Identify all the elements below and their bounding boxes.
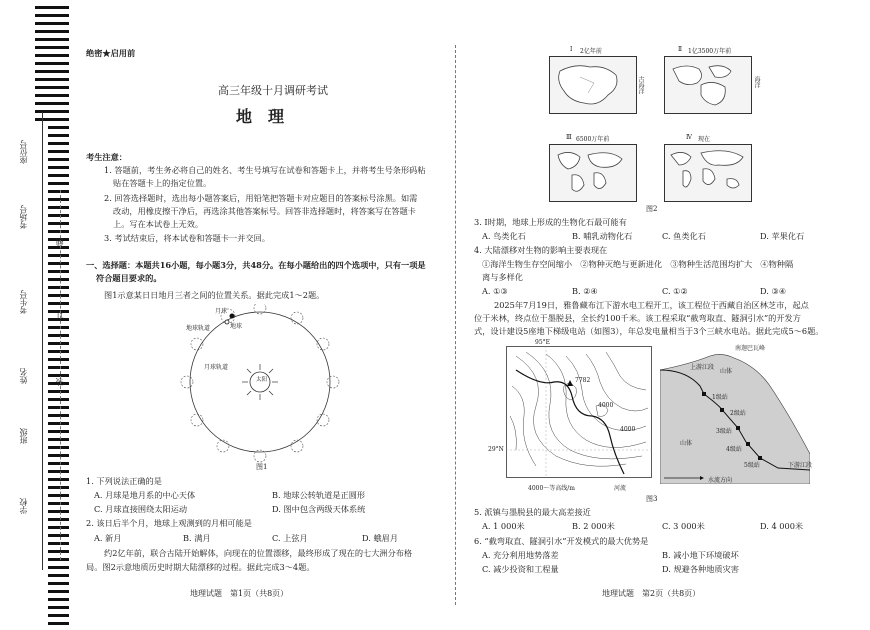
- strip-bar: [48, 350, 69, 353]
- strip-bar: [48, 158, 69, 161]
- strip-bar: [48, 134, 69, 137]
- strip-bar: [48, 230, 69, 233]
- strip-bar: [48, 486, 69, 489]
- passage2-line: 局。图2示意地质历史时期大陆漂移的过程。据此完成3～4题。: [86, 562, 315, 572]
- q4-option-c: C. ①②: [662, 286, 688, 296]
- q2-option-c: C. 上弦月: [272, 533, 308, 543]
- earth-orbit-label: 地球轨道: [186, 325, 211, 332]
- q4-option-d: D. ③④: [760, 286, 787, 296]
- notice-line: 贴在答题卡上的指定位置。: [113, 178, 212, 188]
- map-period-4: [664, 144, 752, 202]
- map-roman-3: Ⅲ: [566, 134, 572, 141]
- notice-line: 1. 答题前，考生务必将自己的姓名、考生号填写在试卷和答题卡上，并将考生号条形码粘: [104, 165, 426, 175]
- strip-bar: [35, 70, 69, 73]
- strip-rule: [42, 112, 43, 570]
- q3-option-b: B. 哺乳动物化石: [572, 231, 633, 241]
- strip-bar: [48, 150, 69, 153]
- strip-bar: [48, 446, 69, 449]
- strip-bar: [48, 126, 69, 129]
- exam-room-label: 考场号: [19, 205, 28, 229]
- q4-option-a: A. ①③: [482, 286, 508, 296]
- strip-bar: [48, 462, 69, 465]
- strip-bar: [35, 110, 69, 113]
- subject-title: 地理: [236, 107, 301, 126]
- strip-bar: [48, 206, 69, 209]
- q1-option-b: B. 地球公转轨道是正圆形: [272, 490, 366, 500]
- q6-option-d: D. 规避各种地质灾害: [662, 564, 739, 574]
- legend-river: 河流: [614, 485, 627, 492]
- strip-bar: [48, 406, 69, 409]
- strip-bar: [35, 118, 69, 121]
- strip-bar: [48, 542, 69, 545]
- q2-option-a: A. 新月: [94, 533, 122, 543]
- strip-bar: [48, 590, 69, 593]
- moon-marker: [230, 314, 235, 319]
- section-heading: 一、选择题：本题共16小题，每小题3分，共48分。在每小题给出的四个选项中，只有一项是: [86, 260, 426, 270]
- strip-bar: [48, 510, 69, 513]
- strip-bar: [48, 390, 69, 393]
- sun-label: 太阳: [256, 377, 268, 383]
- strip-bar: [48, 502, 69, 505]
- station-label: 5级站: [744, 462, 760, 469]
- seat-number-label: 座位号: [19, 140, 28, 164]
- strip-bar: [35, 14, 69, 17]
- moon-label: 月球: [215, 308, 228, 315]
- figure1-intro: 图1示意某日日地月三者之间的位置关系。据此完成1～2题。: [104, 290, 325, 300]
- q3-option-a: A. 鸟类化石: [482, 231, 526, 241]
- column-divider: [455, 45, 456, 605]
- q3-option-c: C. 鱼类化石: [662, 231, 706, 241]
- figure2-caption: 图2: [646, 205, 658, 213]
- strip-bar: [35, 6, 69, 9]
- school-label: 学校: [19, 498, 28, 514]
- q1-stem: 1. 下列说法正确的是: [86, 476, 162, 486]
- q2-stem: 2. 该日后半个月，地球上观测到的月相可能是: [86, 518, 252, 528]
- strip-bar: [48, 494, 69, 497]
- notice-line: 3. 考试结束后，将本试卷和答题卡一并交回。: [104, 233, 270, 243]
- strip-bar: [48, 270, 69, 273]
- strip-bar: [35, 62, 69, 65]
- passage3-line: 式，设计建设5座地下梯级电站（如图3），年总发电量相当于3个三峡水电站。据此完成5～6题。: [474, 326, 824, 336]
- q4-items-cont: 离与多样化: [482, 272, 523, 282]
- strip-bar: [48, 606, 69, 609]
- mountain-label: 山体: [680, 440, 693, 447]
- strip-bar: [48, 214, 69, 217]
- map-period-3: [549, 144, 637, 202]
- strip-bar: [48, 422, 69, 425]
- latitude-label: 29°N: [488, 446, 504, 453]
- notice-heading: 考生注意：: [86, 152, 127, 162]
- strip-bar: [48, 278, 69, 281]
- mark-bind: 订: [55, 312, 64, 320]
- strip-bar: [35, 30, 69, 33]
- strip-bar: [48, 566, 69, 569]
- q4-option-b: B. ②④: [572, 286, 598, 296]
- notice-line: 2. 回答选择题时，选出每小题答案后，用铅笔把答题卡对应题目的答案标号涂黑。如需: [104, 193, 418, 203]
- strip-bar: [48, 478, 69, 481]
- page-footer-left: 地理试题 第1页（共8页）: [190, 589, 289, 598]
- q1-option-c: C. 月球直接围绕太阳运动: [94, 504, 188, 514]
- strip-bar: [48, 326, 69, 329]
- name-label: 姓名: [19, 368, 28, 384]
- strip-bar: [48, 342, 69, 345]
- strip-bar: [48, 166, 69, 169]
- q2-option-d: D. 蛾眉月: [362, 533, 399, 543]
- strip-bar: [48, 558, 69, 561]
- strip-bar: [48, 246, 69, 249]
- mark-install: 装: [55, 378, 64, 386]
- map-period-2: [664, 56, 752, 114]
- q5-option-a: A. 1 000米: [482, 521, 525, 531]
- passage3-line: 位于米林，终点位于墨脱县，全长约100千米。该工程采取“截弯取直、隧洞引水”的开发方: [474, 313, 801, 323]
- strip-bar: [48, 142, 69, 145]
- map-label-1: 2亿年前: [580, 48, 602, 55]
- q6-stem: 6. “截弯取直、隧洞引水”开发模式的最大优势是: [474, 536, 649, 546]
- map-period-1: [549, 56, 637, 114]
- section-heading-cont: 符合题目要求的。: [96, 273, 162, 283]
- strip-bar: [48, 286, 69, 289]
- longitude-label: 95°E: [535, 339, 551, 346]
- strip-bar: [48, 222, 69, 225]
- q4-stem: 4. 大陆漂移对生物的影响主要表现在: [474, 245, 608, 255]
- legend-flow: 水流方向: [708, 477, 733, 484]
- map-label-3: 6500万年前: [576, 136, 610, 143]
- earth-marker: [225, 320, 229, 324]
- q5-stem: 5. 派镇与墨脱县的最大高差接近: [474, 507, 591, 517]
- passage2-line: 约2亿年前，联合古陆开始解体，向现在的位置漂移，最终形成了现在的七大洲分布格: [104, 548, 413, 558]
- station-label: 4级站: [726, 446, 742, 453]
- map-roman-1: Ⅰ: [570, 46, 573, 53]
- strip-bar: [48, 430, 69, 433]
- sea-label-right: 海洋: [753, 76, 760, 88]
- binding-strip: [0, 0, 72, 630]
- earth-label: 地球: [230, 323, 243, 330]
- strip-bar: [48, 574, 69, 577]
- strip-bar: [48, 366, 69, 369]
- figure3-caption: 图3: [646, 495, 658, 503]
- strip-bar: [48, 414, 69, 417]
- q2-option-b: B. 满月: [183, 533, 211, 543]
- downstream-label: 下游江段: [788, 462, 813, 469]
- strip-bar: [48, 190, 69, 193]
- station-label: 1级站: [712, 394, 728, 401]
- strip-bar: [48, 438, 69, 441]
- map-label-2: 1亿3500万年前: [688, 48, 732, 55]
- strip-bar: [48, 614, 69, 617]
- strip-bar: [48, 294, 69, 297]
- strip-bar: [48, 182, 69, 185]
- strip-bar: [48, 398, 69, 401]
- upstream-label: 上游江段: [690, 364, 715, 371]
- contour-value: 4000: [598, 402, 614, 409]
- strip-bar: [48, 534, 69, 537]
- strip-bar: [48, 582, 69, 585]
- passage3-line: 2025年7月19日，雅鲁藏布江下游水电工程开工，该工程位于西藏自治区林芝市，起点: [494, 300, 809, 310]
- strip-bar: [48, 302, 69, 305]
- strip-bar: [48, 518, 69, 521]
- strip-bar: [35, 86, 69, 89]
- sea-label-left: 古海洋: [637, 76, 644, 94]
- map-label-4: 现在: [698, 136, 711, 143]
- page-footer-right: 地理试题 第2页（共8页）: [602, 589, 701, 598]
- strip-bar: [48, 526, 69, 529]
- strip-bar: [35, 102, 69, 105]
- q5-option-c: C. 3 000米: [662, 521, 705, 531]
- q3-stem: 3. Ⅰ时期，地球上形成的生物化石最可能有: [474, 217, 627, 227]
- contour-map: [506, 346, 652, 478]
- namcha-barwa-label: 南迦巴瓦峰: [735, 345, 766, 352]
- map-roman-4: Ⅳ: [686, 134, 692, 141]
- q5-option-d: D. 4 000米: [760, 521, 804, 531]
- q1-option-d: D. 图中包含两级天体系统: [272, 504, 366, 514]
- strip-bar: [48, 622, 69, 625]
- q3-option-d: D. 苹果化石: [760, 231, 805, 241]
- strip-bar: [48, 358, 69, 361]
- q5-option-b: B. 2 000米: [572, 521, 615, 531]
- notice-line: 上。写在本试卷上无效。: [113, 219, 204, 229]
- exam-title: 高三年级十月调研考试: [218, 84, 328, 97]
- strip-bar: [48, 174, 69, 177]
- strip-bar: [48, 598, 69, 601]
- mark-line: 线: [55, 238, 64, 246]
- candidate-number-label: 考生号: [19, 290, 28, 314]
- station-label: 3级站: [716, 428, 732, 435]
- strip-bar: [48, 198, 69, 201]
- contour-value: 4000: [620, 426, 636, 433]
- strip-bar: [48, 254, 69, 257]
- strip-bar: [48, 550, 69, 553]
- q6-option-b: B. 减小地下环境破坏: [662, 550, 739, 560]
- strip-bar: [35, 22, 69, 25]
- q4-items: ①海洋生物生存空间缩小 ②物种灭绝与更新进化 ③物种生活范围均扩大 ④物种隔: [482, 259, 794, 269]
- strip-bar: [48, 334, 69, 337]
- peak-elevation: 7782: [575, 377, 591, 384]
- strip-bar: [35, 94, 69, 97]
- station-label: 2级站: [730, 410, 746, 417]
- strip-bar: [48, 374, 69, 377]
- strip-bar: [35, 54, 69, 57]
- class-label: 班级: [19, 428, 28, 444]
- strip-bar: [48, 470, 69, 473]
- moon-orbit-label: 月球轨道: [204, 364, 229, 371]
- strip-bar: [48, 262, 69, 265]
- strip-bar: [35, 38, 69, 41]
- strip-bar: [48, 454, 69, 457]
- q6-option-c: C. 减少投资和工程量: [482, 564, 559, 574]
- q1-option-a: A. 月球是地月系的中心天体: [94, 490, 196, 500]
- map-roman-2: Ⅱ: [678, 46, 683, 53]
- mountain-label: 山体: [720, 368, 733, 375]
- q6-option-a: A. 充分利用地势落差: [482, 550, 559, 560]
- figure1-caption: 图1: [256, 463, 268, 471]
- legend-contour: 4000～等高线/m: [528, 485, 575, 492]
- notice-line: 改动，用橡皮擦干净后，再选涂其他答案标号。回答非选择题时，将答案写在答题卡: [113, 206, 416, 216]
- strip-bar: [35, 78, 69, 81]
- secret-label: 绝密★启用前: [86, 48, 136, 58]
- strip-bar: [35, 46, 69, 49]
